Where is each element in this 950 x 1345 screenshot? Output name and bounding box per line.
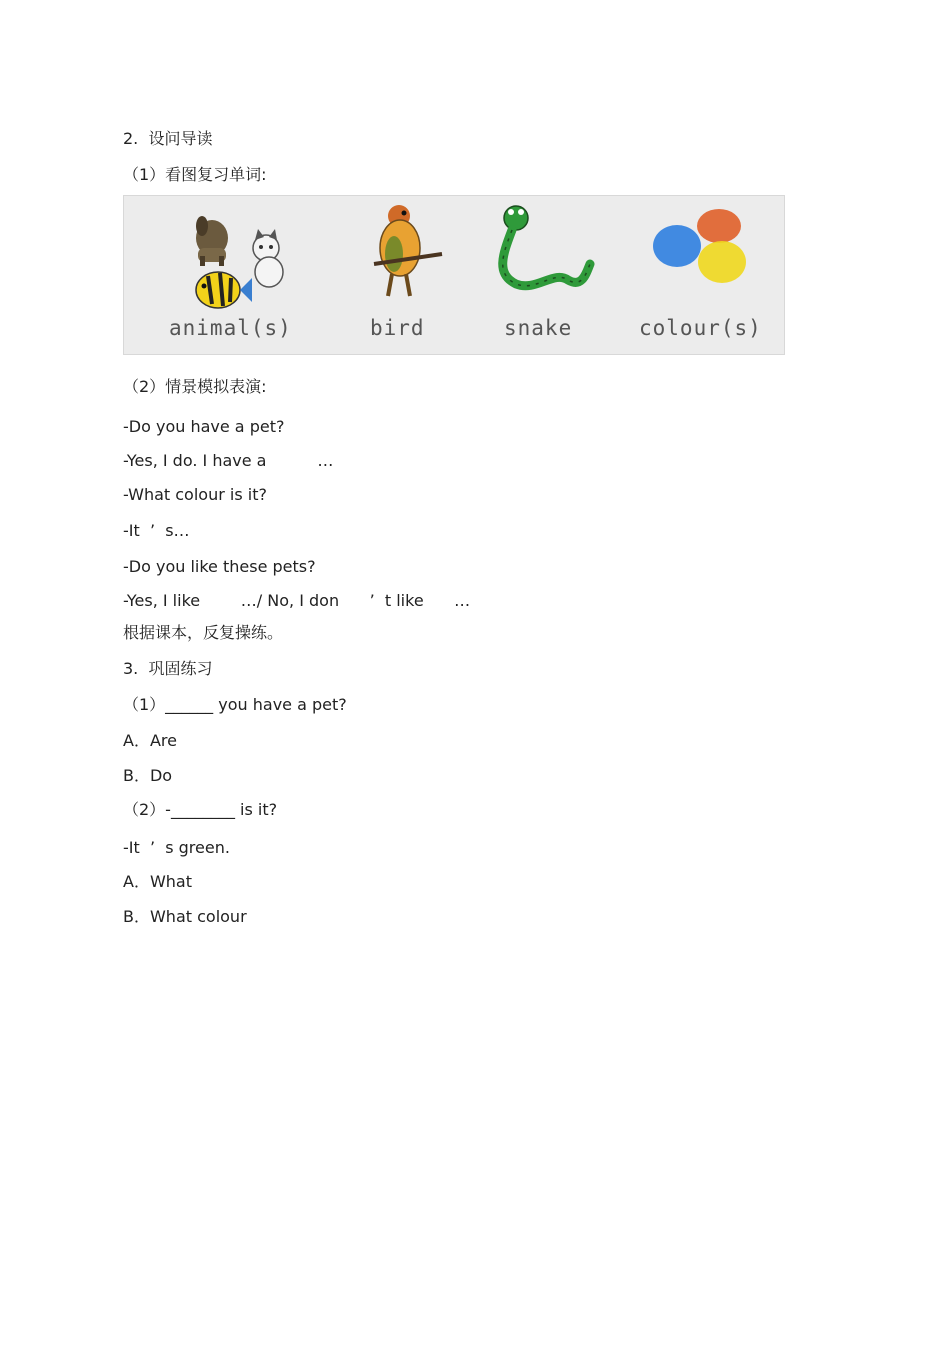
dialog-line: -What colour is it? — [123, 485, 267, 504]
question-1: （1）______ you have a pet? — [123, 695, 347, 714]
question-2-answer: -It ’ s green. — [123, 838, 230, 857]
colour-blots-icon — [653, 209, 746, 283]
cat-icon — [253, 229, 283, 287]
vocab-word-animals: animal(s) — [169, 316, 292, 340]
question-2: （2）-________ is it? — [123, 800, 278, 819]
question-1-option-b: B．Do — [123, 766, 173, 785]
subheading-role-play: （2）情景模拟表演: — [123, 377, 267, 396]
section-3-heading: 3. 巩固练习 — [123, 659, 213, 678]
snake-icon — [503, 206, 590, 286]
dialog-line: -Do you have a pet? — [123, 417, 285, 436]
dialog-line: -Yes, I like …/ No, I don ’ t like … — [123, 591, 471, 610]
practice-note: 根据课本，反复操练。 — [123, 623, 284, 642]
vocab-picture — [123, 195, 785, 355]
question-2-option-b: B．What colour — [123, 907, 247, 926]
question-1-option-a: A．Are — [123, 731, 177, 750]
subheading-vocab-review: （1）看图复习单词: — [123, 165, 267, 184]
vocab-word-bird: bird — [370, 316, 425, 340]
dog-icon — [196, 216, 228, 266]
dialog-line: -Yes, I do. I have a … — [123, 451, 334, 470]
dialog-line: -Do you like these pets? — [123, 557, 316, 576]
question-2-option-a: A．What — [123, 872, 192, 891]
vocab-word-snake: snake — [504, 316, 573, 340]
bird-icon — [374, 205, 442, 296]
dialog-line: -It ’ s… — [123, 521, 190, 540]
fish-icon — [196, 272, 252, 308]
vocab-word-colours: colour(s) — [639, 316, 762, 340]
section-2-heading: 2. 设问导读 — [123, 129, 213, 148]
